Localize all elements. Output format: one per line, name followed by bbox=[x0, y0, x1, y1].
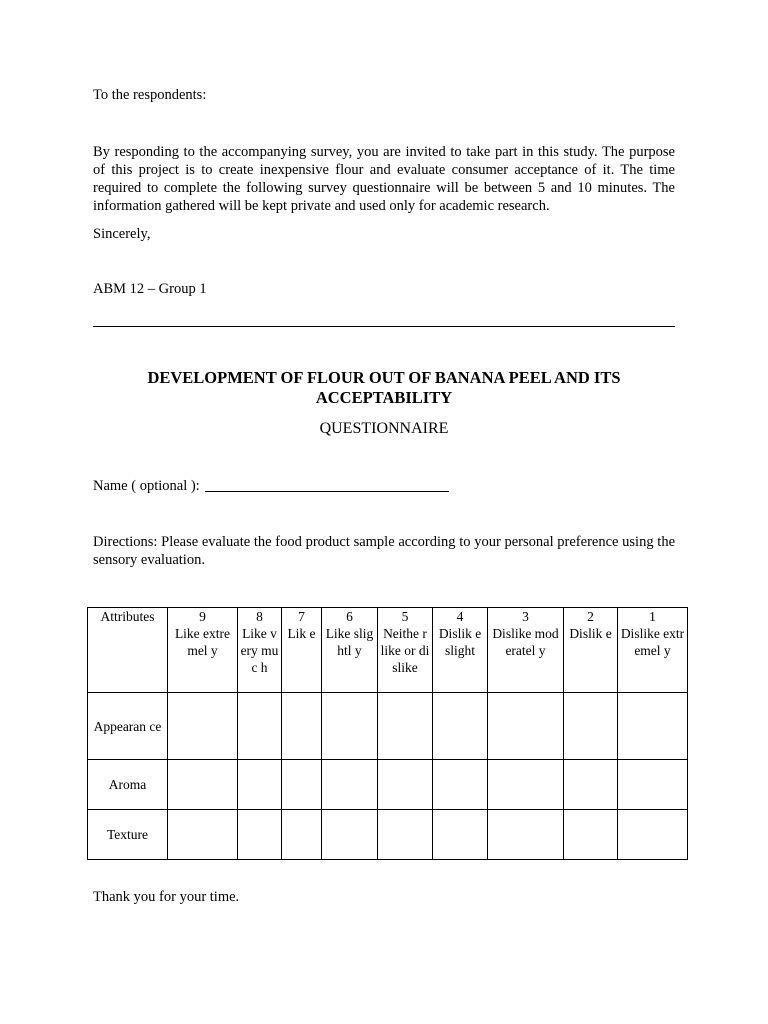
rating-cell[interactable] bbox=[378, 693, 433, 760]
header-scale-2: 2 Dislik e bbox=[564, 608, 618, 693]
rating-cell[interactable] bbox=[433, 810, 488, 860]
rating-cell[interactable] bbox=[433, 760, 488, 810]
rating-cell[interactable] bbox=[488, 693, 564, 760]
rating-cell[interactable] bbox=[282, 693, 322, 760]
rating-table bbox=[87, 607, 688, 860]
rating-cell[interactable] bbox=[378, 760, 433, 810]
rating-cell[interactable] bbox=[618, 693, 688, 760]
rating-cell[interactable] bbox=[322, 693, 378, 760]
name-input-line[interactable] bbox=[205, 477, 449, 492]
rating-cell[interactable] bbox=[433, 693, 488, 760]
rating-cell[interactable] bbox=[168, 760, 238, 810]
rating-cell[interactable] bbox=[378, 810, 433, 860]
header-scale-4: 4 Dislik e slight bbox=[433, 608, 488, 693]
header-scale-7: 7 Lik e bbox=[282, 608, 322, 693]
rating-cell[interactable] bbox=[322, 760, 378, 810]
thank-you-note: Thank you for your time. bbox=[93, 889, 240, 905]
sender-name: ABM 12 – Group 1 bbox=[93, 281, 207, 297]
rating-cell[interactable] bbox=[618, 760, 688, 810]
rating-cell[interactable] bbox=[238, 693, 282, 760]
header-scale-1: 1 Dislike extremel y bbox=[618, 608, 688, 693]
rating-cell[interactable] bbox=[564, 810, 618, 860]
rating-cell[interactable] bbox=[488, 760, 564, 810]
header-scale-9: 9 Like extremel y bbox=[168, 608, 238, 693]
table-row bbox=[88, 810, 688, 860]
name-label: Name ( optional ): bbox=[93, 478, 200, 494]
rating-cell[interactable] bbox=[168, 693, 238, 760]
table-header-row bbox=[88, 608, 688, 693]
rating-cell[interactable] bbox=[238, 760, 282, 810]
rating-cell[interactable] bbox=[322, 810, 378, 860]
rating-cell[interactable] bbox=[238, 810, 282, 860]
rating-cell[interactable] bbox=[168, 810, 238, 860]
salutation: To the respondents: bbox=[93, 87, 207, 103]
header-attributes: Attributes bbox=[88, 608, 168, 693]
header-scale-3: 3 Dislike moderatel y bbox=[488, 608, 564, 693]
rating-cell[interactable] bbox=[488, 810, 564, 860]
attribute-appearance: Appearan ce bbox=[88, 693, 168, 760]
rating-cell[interactable] bbox=[564, 693, 618, 760]
closing-sincerely: Sincerely, bbox=[93, 226, 151, 242]
survey-subtitle: QUESTIONNAIRE bbox=[319, 420, 449, 437]
rating-cell[interactable] bbox=[282, 760, 322, 810]
header-scale-8: 8 Like very muc h bbox=[238, 608, 282, 693]
header-scale-5: 5 Neithe r like or dislike bbox=[378, 608, 433, 693]
attribute-aroma: Aroma bbox=[88, 760, 168, 810]
rating-cell[interactable] bbox=[618, 810, 688, 860]
table-row bbox=[88, 693, 688, 760]
rating-cell[interactable] bbox=[564, 760, 618, 810]
directions-text: Directions: Please evaluate the food product sample according to your personal preference using the sensory evaluation. bbox=[93, 534, 675, 568]
survey-title: DEVELOPMENT OF FLOUR OUT OF BANANA PEEL AND ITS ACCEPTABILITY bbox=[147, 368, 621, 407]
section-divider bbox=[93, 326, 675, 327]
name-field bbox=[93, 477, 449, 495]
intro-paragraph: By responding to the accompanying survey, you are invited to take part in this study. The purpose of this project is to create inexpensive flour and evaluate consumer acceptance of it. The time required to complete the following survey questionnaire will be between 5 and 10 minutes. The information gathered will be kept private and used only for academic research. bbox=[93, 144, 675, 214]
rating-cell[interactable] bbox=[282, 810, 322, 860]
table-row bbox=[88, 760, 688, 810]
attribute-texture: Texture bbox=[88, 810, 168, 860]
header-scale-6: 6 Like slightl y bbox=[322, 608, 378, 693]
